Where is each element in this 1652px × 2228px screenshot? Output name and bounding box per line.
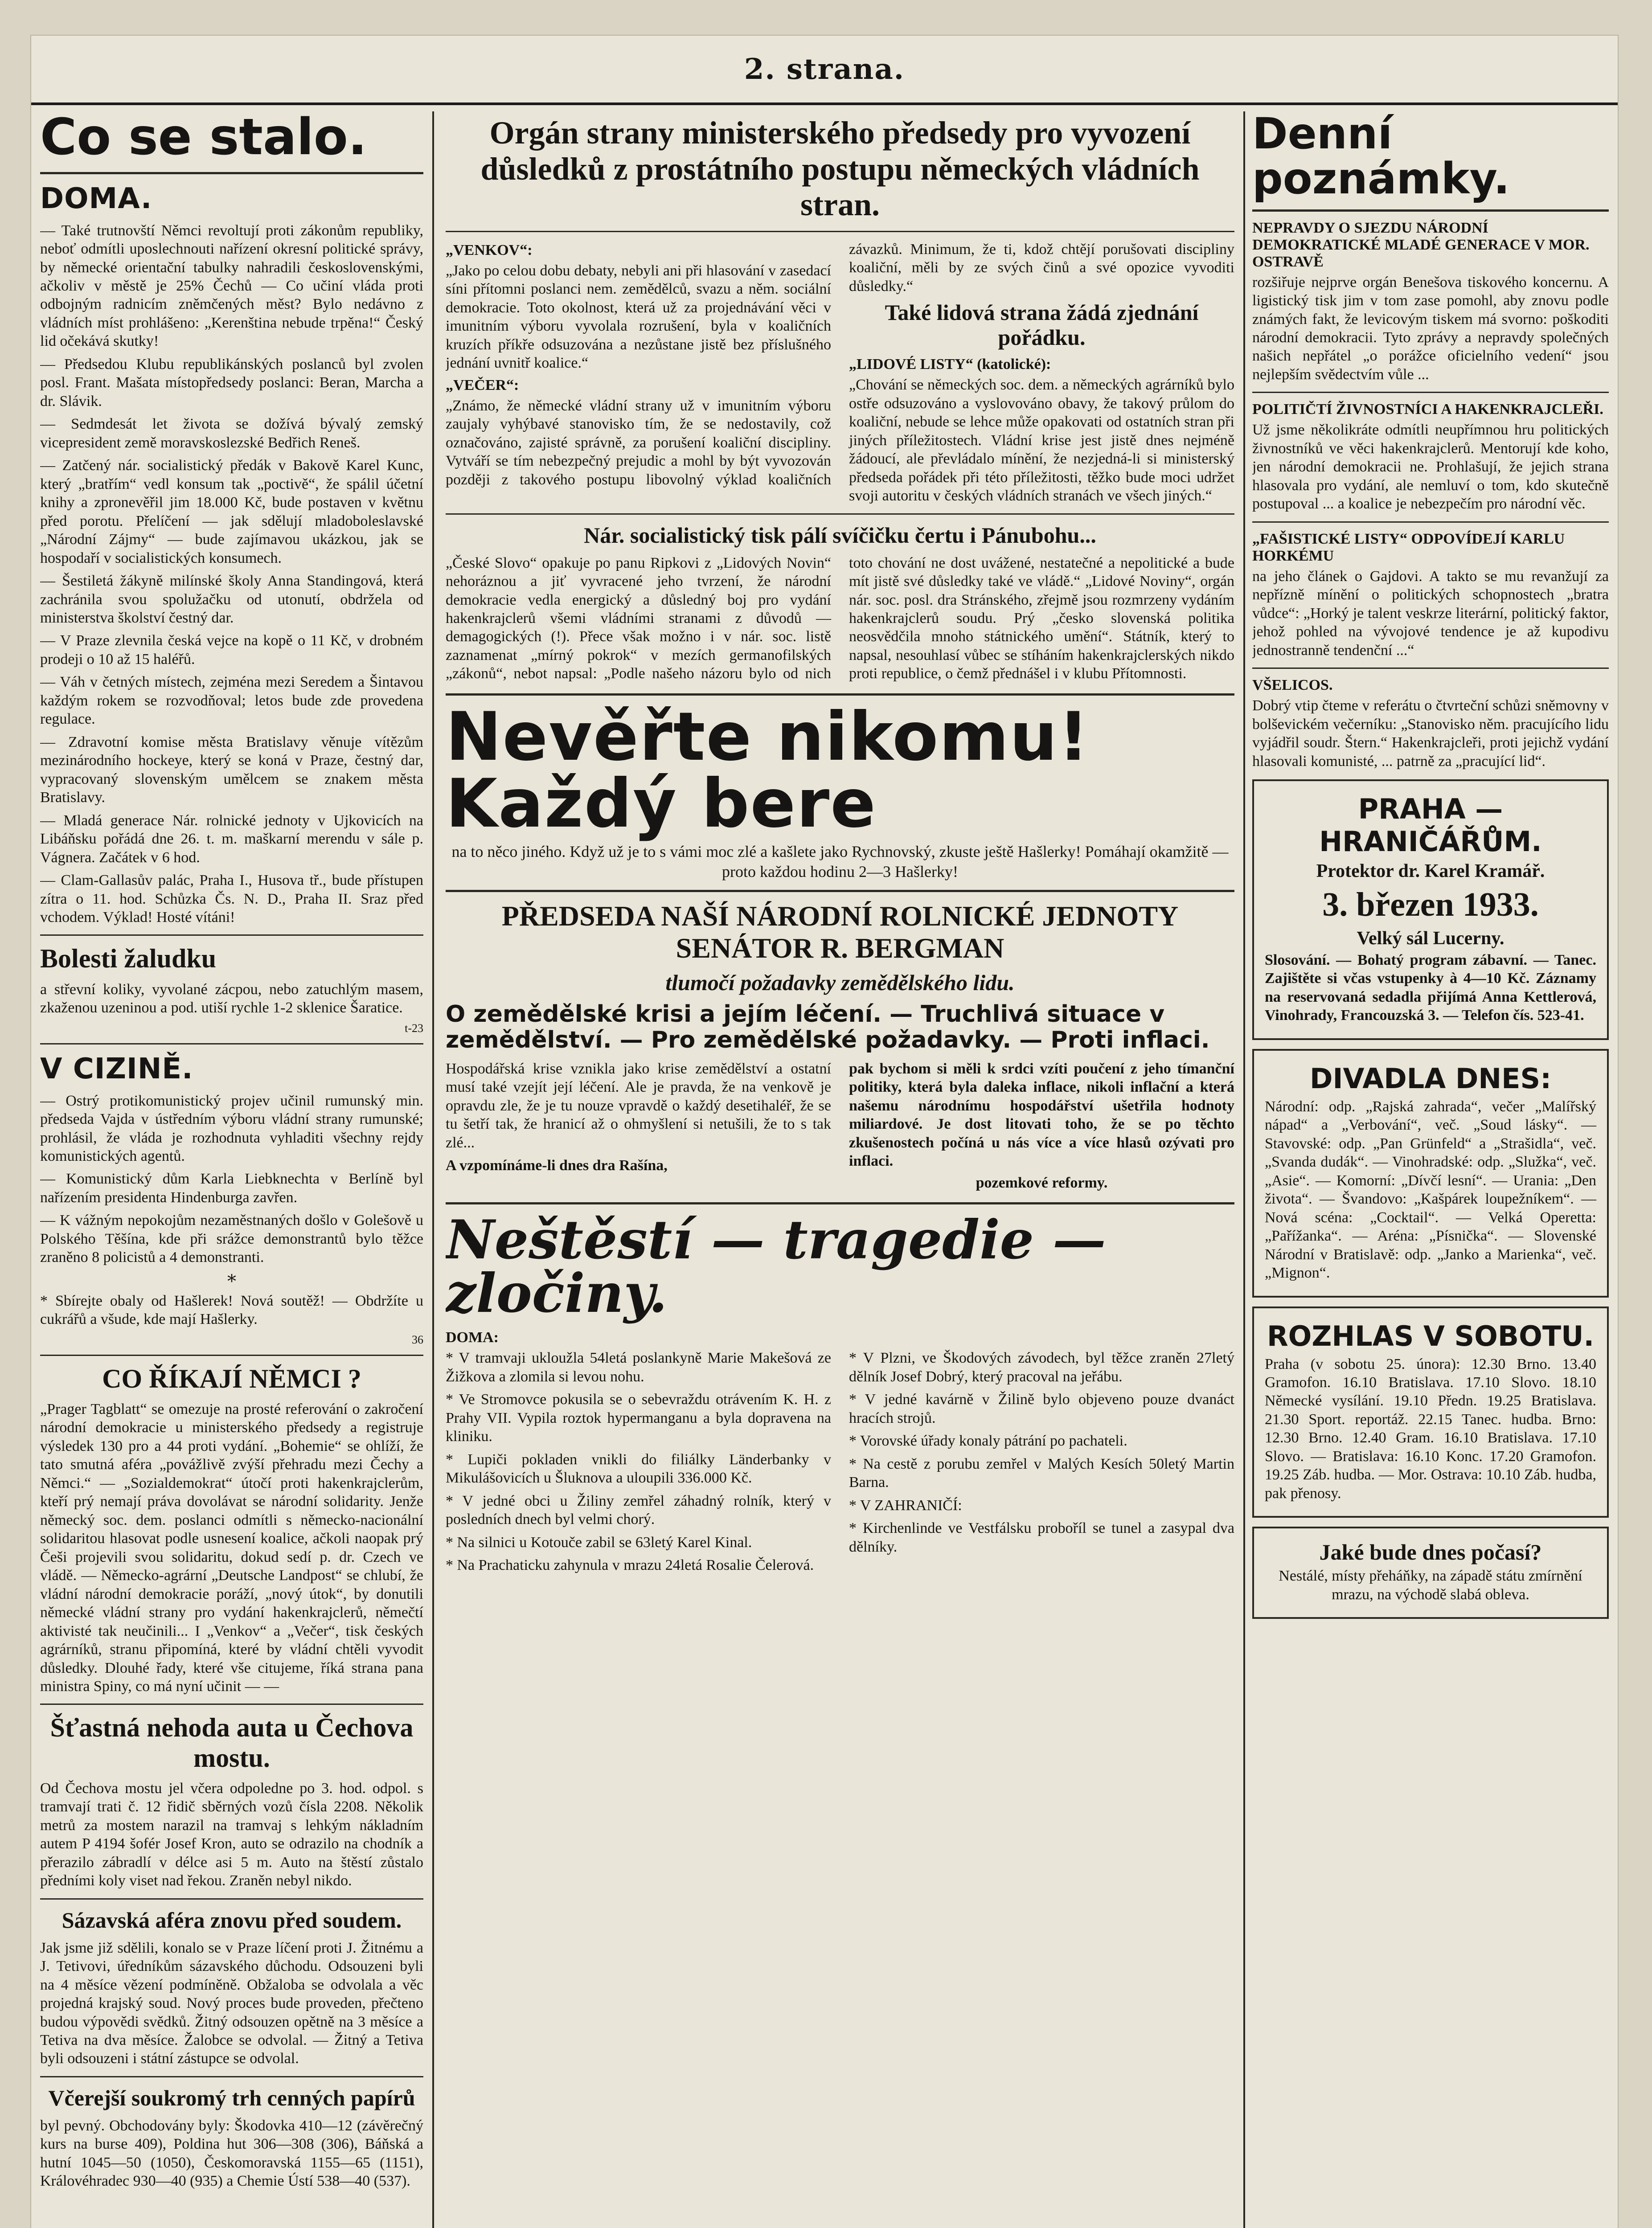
subheadline-zemedelska-krise: O zemědělské krisi a jejím léčení. — Truchlivá situace v zemědělství. — Pro zemědělské požadavky. — Proti inflaci. [446,1001,1210,1054]
news-item: — Mladá generace Nár. rolnické jednoty v Ujkovicích na Libáňsku pořádá dne 26. t. m. maškarní merendu v sále p. Vágnera. Začátek v 6 hod. [40,812,423,866]
page-number: 2. strana. [744,52,905,86]
ad-banner-neverte-nikomu: Nevěřte nikomu! Každý bere [446,698,1090,843]
section-title-denni-poznamky: Denní poznámky. [1252,111,1510,204]
ad-date: 3. březen 1933. [1322,885,1539,923]
ad-code: t-23 [405,1021,423,1035]
quote-lidove-listy: „Chování se německých soc. dem. a německých agrárníků bylo ostře odsuzováno a vyslovováno obavy, že takový průlom do koaliční, nebude se lehce může opakovati od ostatních stran při jiných příležitostech. Vládní krise jest jistě dnes nejméně žádoucí, ale převládalo mínění, že nezjedná-li si ministerský předseda pořádek při této příležitosti, těžko bude moci udržet svoji autoritu v českých vládních stranách ve všech jiných.“ [849,377,1234,504]
note-head-politicti: POLITIČTÍ ŽIVNOSTNÍCI A HAKENKRAJCLEŘI. [1252,401,1603,418]
headline-organ-strany: Orgán strany ministerského předsedy pro vyvození důsledků z prostátního postupu německých vládních stran. [480,115,1200,223]
news-item: — Předsedou Klubu republikánských poslanců byl zvolen posl. Frant. Mašata místopředsedy poslanci: Beran, Marcha a dr. Slávik. [40,356,423,410]
ad-body: Slosování. — Bohatý program zábavní. — Tanec. Zajištěte si včas vstupenky à 4—10 Kč. Záznamy na reservovaná sedadla přijímá Anna Kettlerová, Vinohrady, Francouzská 3. — Telefon čís. 523-41. [1265,951,1596,1024]
note-head-fasisticke: „FAŠISTICKÉ LISTY“ ODPOVÍDEJÍ KARLU HORKÉMU [1252,530,1565,564]
ad-haslerky-soutez: * Sbírejte obaly od Hašlerek! Nová soutěž! — Obdržíte u cukrářů a všude, kde mají Hašlerky. [40,1292,423,1328]
quote-venkov: „Jako po celou dobu debaty, nebyli ani při hlasování v zasedací síni přítomni poslanci nem. zemědělců, svazu a něm. sociální demokracie. Toto okolnost, která už za projednávání věci v imunitním výboru vyvolala rozrušení, byla v koaličních kruzích příkře odsuzována a nezůstane jistě bez příslušného jednání uvnitř koalice.“ [446,262,831,372]
news-item: — V Praze zlevnila česká vejce na kopě o 11 Kč, v drobném prodeji o 10 až 15 haléřů. [40,632,423,668]
news-item: — Zdravotní komise města Bratislavy věnuje vítězům mezinárodního hockeye, který se koná v Praze, čestný dar, vypracovaný slovenským umělcem se znakem města Bratislavy. [40,733,423,806]
news-item: — Šestiletá žákyně milínské školy Anna Standingová, která zachránila svou spolužačku od utonutí, obdržela od ministerstva školství čestný dar. [40,573,423,626]
ad-code: 36 [412,1333,423,1346]
quote-vecer: „Známo, že německé vládní strany už v imunitním výboru zaujaly vyhýbavé stanovisko tím, že se nedostavily, což označováno, zajisté správně, za porušení koaliční discipliny. Vytváří se tím nebezpečný prejudic a mohl by být vyvozován později z takového postupu libovolný výklad koaličních závazků. Minimum, že ti, kdož chtějí porušovati discipliny koaliční, měli by ze svých činů a své opozice vyvoditi důsledky.“ [446,241,1234,488]
section-head-doma-small: DOMA: [446,1329,499,1346]
headline-sazavska-afera: Sázavská aféra znovu před soudem. [61,1907,402,1933]
column-denni-poznamky [1252,111,1609,2228]
ad-text-bolesti: a střevní koliky, vyvolané zácpou, nebo zatuchlým masem, zkaženou uzeninou a pod. utiší rychle 1-2 sklenice Šaratice. [40,981,423,1016]
article-body: „Prager Tagblatt“ se omezuje na prosté referování o zakročení národní demokracie u ministerského předsedy a registruje výsledek 130 pro a 44 proti vydání. „Bohemie“ se ohlíží, že tato smutná aféra „povážlivě zvýší přehradu mezi Čechy a Němci.“ — „Sozialdemokrat“ útočí proti hakenkrajclerům, kteří prý nemají práva dovolávat se národní solidarity. Jenže německý soc. dem. poslanci odmítli s německo-nacionální solidaritou hlasovat podle usnesení koalice, ačkoli naopak prý Češi projevili svou solidaritu, dokud sedí p. dr. Czech ve vládě. — Německo-agrární „Deutsche Landpost“ se chlubí, že vládní národní demokracie poráží, „nový útok“, by donutili německé vládní strany pro vydání hakenkrajclerů, němečtí aktivisté tak neučinili... I „Venkov“ a „Večer“, tisk českých agrárníků, stranu připomíná, které by vládní chtěli vyvodit důsledky. Dlouhé řady, které vše citujeme, říká strana pana ministra Spiny, co má nyní učinit — — [40,1401,423,1695]
rozhlas-box [1252,1306,1609,1518]
divider [446,693,1234,696]
divider [40,1898,423,1900]
news-item: — Váh v četných místech, zejména mezi Seredem a Šintavou každým rokem se rozvodňoval; letos bude zde provedena regulace. [40,674,423,728]
divider [446,231,1234,232]
news-item: * Na Prachaticku zahynula v mrazu 24letá Rosalie Čelerová. [446,1557,814,1574]
bergman-article [446,1060,1234,1195]
headline-lidova-strana: Také lidová strana žádá zjednání pořádku. [885,300,1199,350]
article-body: Hospodářská krise vznikla jako krise zemědělství a ostatní musí také vzejít její léčení. Ale je pravda, že na venkově je opravdu zle, že je tu nouze vpravdě o každý desetihaléř, že se tu šetří tak, že hranicí až o ohmyšlení si netušili, že to s tak zlé... [446,1060,831,1151]
news-item: — Ostrý protikomunistický projev učinil rumunský min. předseda Vajda v ústředním výboru vládní strany rumunské; prohlásil, že vláda je rozhodnuta vyhladiti všechny rejdy komunistických agentů. [40,1092,423,1164]
section-title-co-se-stalo: Co se stalo. [40,111,367,166]
divadla-title: DIVADLA DNES: [1310,1062,1551,1095]
divider [446,513,1234,515]
divadla-box [1252,1049,1609,1298]
ad-banner-text: na to něco jiného. Když už je to s vámi moc zlé a kašlete jako Rychnovský, zkuste ještě Hašlerky! Pomáhají okamžitě — proto každou hodinu 2—3 Hašlerky! [451,842,1229,881]
news-item: * Na cestě z porubu zemřel v Malých Kesích 50letý Martin Barna. [849,1455,1234,1491]
headline-predseda-bergman: PŘEDSEDA NAŠÍ NÁRODNÍ ROLNICKÉ JEDNOTY SENÁTOR R. BERGMAN [501,900,1179,964]
source-label-venkov: „VENKOV“: [446,242,533,258]
subhead-pozemkove-reformy: pozemkové reformy. [976,1175,1108,1192]
rozhlas-title: ROZHLAS V SOBOTU. [1267,1319,1595,1352]
pocasi-box [1252,1527,1609,1619]
section-head-doma: DOMA. [40,182,152,215]
divider [40,1704,423,1705]
divider [1252,392,1609,393]
news-item: — Také trutnovští Němci revoltují proti zákonům republiky, neboť odmítli uposlechnouti nařízení okresní politické správy, by německé orientační tabulky nahradili československými, ačkoliv v městě je 25% Čechů — Co učiní vláda proti odbojným radnicím zněmčených měst? Bylo nedávno z vládních míst prohlášeno: „Kerenština nebude trpěna!“ Český lid očekává skutky! [40,222,423,350]
news-item: * V jedné kavárně v Žilině bylo objeveno pouze dvanáct hracích strojů. [849,1391,1234,1426]
news-item: * V jedné obci u Žiliny zemřel záhadný rolník, který v posledních dnech byl velmi chorý. [446,1492,831,1528]
news-item: * Vorovské úřady konaly pátrání po pachateli. [849,1433,1127,1450]
source-label-lidove-listy: „LIDOVÉ LISTY“ (katolické): [849,356,1051,373]
column-rule-2 [1243,111,1245,2228]
news-item: * Ve Stromovce pokusila se o sebevraždu otrávením K. H. z Prahy VII. Vypila roztok hypermanganu a byla dopravena na kliniku. [446,1391,831,1445]
press-review [446,240,1234,505]
divider [40,1043,423,1044]
rozhlas-body: Praha (v sobotu 25. února): 12.30 Brno. 13.40 Gramofon. 16.10 Bratislava. 17.10 Slovo. 18.10 Německé vysílání. 19.10 Předn. 19.25 Bratislava. 21.30 Sport. reportáž. 22.15 Tanec. hudba. Brno: 12.30 Brno. 12.40 Gram. 16.10 Bratislava. 17.10 Slovo. — Bratislava: 16.10 Konc. 17.20 Gramofon. 19.25 Záb. hudba. — Mor. Ostrava: 10.10 Záb. hudba, pak přenosy. [1265,1356,1596,1502]
pocasi-title: Jaké bude dnes počasí? [1319,1540,1542,1565]
news-item: * V Plzni, ve Škodových závodech, byl těžce zraněn 27letý dělník Josef Dobrý, který pracoval na jeřábu. [849,1350,1234,1385]
divider [40,1355,423,1356]
pocasi-body: Nestálé, místy přeháňky, na západě státu zmírnění mrazu, na východě slabá obleva. [1279,1568,1582,1603]
nar-soc-body [446,554,1234,685]
subheadline-tlumoci: tlumočí požadavky zemědělského lidu. [665,970,1015,995]
tragedie-columns [446,1349,1234,1579]
divadla-body: Národní: odp. „Rajská zahrada“, večer „Malířský nápad“ a „Verbování“, več. „Soud lásky“. — Stavovské: odp. „Pan Grünfeld“ a „Strašidla“, več. „Svanda dudák“. — Vinohradské: odp. „Služka“, več. „Asie“. — Komorní: „Dívčí lesní“. — Urania: „Den života“. — Švandovo: „Kašpárek loupežníkem“. — Nová scéna: „Cocktail“. — Velká Operetta: „Pařížanka“. — Aréna: „Písnička“. — Slovenské Národní v Bratislavě: odp. „Janko a Marienka“, več. „Mignon“. [1265,1098,1596,1282]
ad-praha-hranicarum [1252,779,1609,1040]
article-body: Jak jsme již sdělili, konalo se v Praze líčení proti J. Žitnému a J. Tetivovi, úředníkům sázavského důchodu. Odsouzeni byli na 4 měsíce vězení podmíněně. Obžaloba se odvolala a věc projedná krajský soud. Nový proces bude proveden, přečteno budou výpovědi svědků. Žitný odsouzen opětně na 3 měsíce a Tetiva na dva měsíce. Žalobce se odvolal. — Žitný a Tetiva byli odsouzeni i státní zástupce se odvolal. [40,1939,423,2067]
headline-nestesti-tragedie: Neštěstí — tragedie — zločiny. [446,1208,1106,1325]
divider [446,1202,1234,1204]
note-head-velicos: VŠELICOS. [1252,677,1333,694]
news-item: * Kirchenlinde ve Vestfálsku proboříl se tunel a zasypal dva dělníky. [849,1520,1234,1555]
divider [1252,668,1609,669]
section-head-cizina: V CIZINĚ. [40,1052,193,1085]
article-body: pak bychom si měli k srdci vzíti poučení z jeho tímanční politiky, která byla daleka inflace, nikoli inflační a která našemu národnímu hospodářství ušetřila hodnoty miliardové. Je dost litovati toho, že se po těchto zkušenostech počíná u nás více a více hlasů ozývati pro inflaci. [849,1060,1234,1169]
ad-headline-bolesti: Bolesti žaludku [40,944,217,974]
news-item: * Na silnici u Kotouče zabil se 63letý Karel Kinal. [446,1534,752,1551]
note-body: Už jsme několikráte odmítli neupřímnou hru politických živnostníků ve věci hakenkrajclerů. Mentorují kde koho, jen národní demokracii ne. Prohlašují, že jejich strana hlasovala pro vydání, ale nemluví o tom, kdo skutečně postupoval ... a koalice je nebezpečím pro národní věc. [1252,422,1609,512]
divider [1252,209,1609,212]
article-body: Od Čechova mostu jel včera odpoledne po 3. hod. odpol. s tramvají trati č. 12 řidič sběrných vozů čísla 2208. Několik metrů za mostem narazil na tramvaj s lehkým nákladním autem P 4194 šofér Josef Kron, auto se odrazilo na chodník a přerazilo zábradlí v délce asi 5 m. Auto na štěstí zůstalo předními koly viset nad řekou. Zraněn nebyl nikdo. [40,1780,423,1889]
ad-title: PRAHA — HRANIČÁŘŮM. [1319,792,1542,858]
news-item: — Komunistický dům Karla Liebknechta v Berlíně byl nařízením presidenta Hindenburga zavřen. [40,1171,423,1206]
divider [40,172,423,174]
news-item: — Clam-Gallasův palác, Praha I., Husova tř., bude přístupen zítra o 11. hod. Schůzka Čs. N. D., Praha II. Sraz před vchodem. Výklad! Hosté vítáni! [40,872,423,926]
news-item: — K vážným nepokojům nezaměstnaných došlo v Golešově u Polského Těšína, kde při srážce demonstrantů bylo těžce zraněno 8 policistů a 4 demonstranti. [40,1212,423,1266]
news-item: — Sedmdesát let života se dožívá bývalý zemský vicepresident země moravskoslezské Bedřich Reneš. [40,416,423,451]
news-item: * V ZAHRANIČÍ: [849,1497,962,1514]
note-body: Dobrý vtip čteme v referátu o čtvrteční schůzi sněmovny v bolševickém večerníku: „Stanovisko něm. pracujícího lidu vyjádřil soudr. Štern.“ Hakenkrajcleři, proti jejichž vydání hlasovali komunisté, ... patrně za „pracující lid“. [1252,697,1609,770]
masthead [31,36,1618,105]
article-body: „České Slovo“ opakuje po panu Ripkovi z „Lidových Novin“ nehoráznou a jiť vyvracené jeho tvrzení, že národní demokracie vedla energický a důsledný boj pro vydání hakenkrajclerů všemi vládními stranami z důvodů — demagogických (!). Přece však možno i v nár. soc. listě zaznamenat „mírný pokrok“ v mezích germanofilských „zákonů“, nebot napsal: „Podle našeho názoru bylo od nich toto chování ne dost uvážené, nestatečné a nepolitické a bude mít jistě své důsledky také ve vládě.“ „Lidové Noviny“, orgán nár. soc. posl. dra Stránského, zřejmě jsou rozmrzeny vydáním hakenkrajclerů soudu. Prý „česko slovenská politika neosvědčila mnoho státnického umění“. Státník, který to napsal, nesouhlasí vůbec se stíháním hakenkrajclerských nikdo proti republice, o čemž přednášel i v klubu Přítomnosti. [446,554,1234,682]
note-body: rozšiřuje nejprve orgán Benešova tiskového koncernu. A ligistický tisk jim v tom zase pomohl, aby znovu podle známých fakt, že levicovým tiskem má svorno: poškoditi národní demokracii. Tyto zprávy a nepravdy společných našich nepřátel „o porážce oficielního vedení“ jsou nejlepším svědectvím vůle ... [1252,274,1609,383]
headline-co-rikaji-nemci: CO ŘÍKAJÍ NĚMCI ? [102,1364,361,1393]
column-rule-1 [432,111,434,2228]
divider [446,890,1234,892]
news-item: — Zatčený nár. socialistický předák v Bakově Karel Kunc, který „bratřím“ vedl konsum tak „poctivě“, že spálil účetní knihy a zpronevěřil jim 18.000 Kč, bude postaven v květnu před porotu. Přelíčení — jak sdělují mladoboleslavské „Národní Zájmy“ — bude zajímavou ukázkou, jak se hospodaří v socialistických konsumech. [40,457,423,566]
star-separator: * [227,1271,236,1292]
headline-vcerejsi-trh: Včerejší soukromý trh cenných papírů [48,2085,415,2110]
column-middle [446,111,1234,2228]
news-item: * Lupiči pokladen vnikli do filiálky Länderbanky v Mikulášovicích u Šluknova a uloupili 336.000 Kč. [446,1451,831,1487]
source-label-vecer: „VEČER“: [446,377,519,393]
divider [40,2076,423,2077]
ad-place: Velký sál Lucerny. [1357,928,1504,949]
article-body: byl pevný. Obchodovány byly: Škodovka 410—12 (závěrečný kurs na burse 409), Poldina hut 306—308 (306), Báňská a hutní 1045—50 (1050), Českomoravská 1155—65 (1151), Královéhradec 930—40 (935) a Chemie Ústí 538—40 (537). [40,2117,423,2190]
note-body: na jeho článek o Gajdovi. A takto se mu revanžují za nepřízně mínění o politických schopnostech „bratra vůdce“: „Horký je talent veskrze literární, politický faktor, jehož pohled na vývojové tendence je až kupodivu jednostranně tendenční ...“ [1252,568,1609,659]
column-co-se-stalo [40,111,423,2228]
divider [1252,521,1609,523]
note-head-nepravdy: NEPRAVDY O SJEZDU NÁRODNÍ DEMOKRATICKÉ MLADÉ GENERACE V MOR. OSTRAVĚ [1252,219,1590,270]
news-item: * V tramvaji ukloužla 54letá poslankyně Marie Makešová ze Žižkova a zlomila si levou nohu. [446,1350,831,1385]
headline-nar-soc-tisk: Nár. socialistický tisk pálí svíčičku čertu i Pánubohu... [584,522,1096,548]
divider [40,934,423,936]
headline-stastna-nehoda: Šťastná nehoda auta u Čechova mostu. [50,1713,414,1773]
article-body-rasin: A vzpomínáme-li dnes dra Rašína, [446,1157,668,1174]
ad-subtitle: Protektor dr. Karel Kramář. [1316,860,1545,881]
newspaper-page [31,36,1618,2228]
